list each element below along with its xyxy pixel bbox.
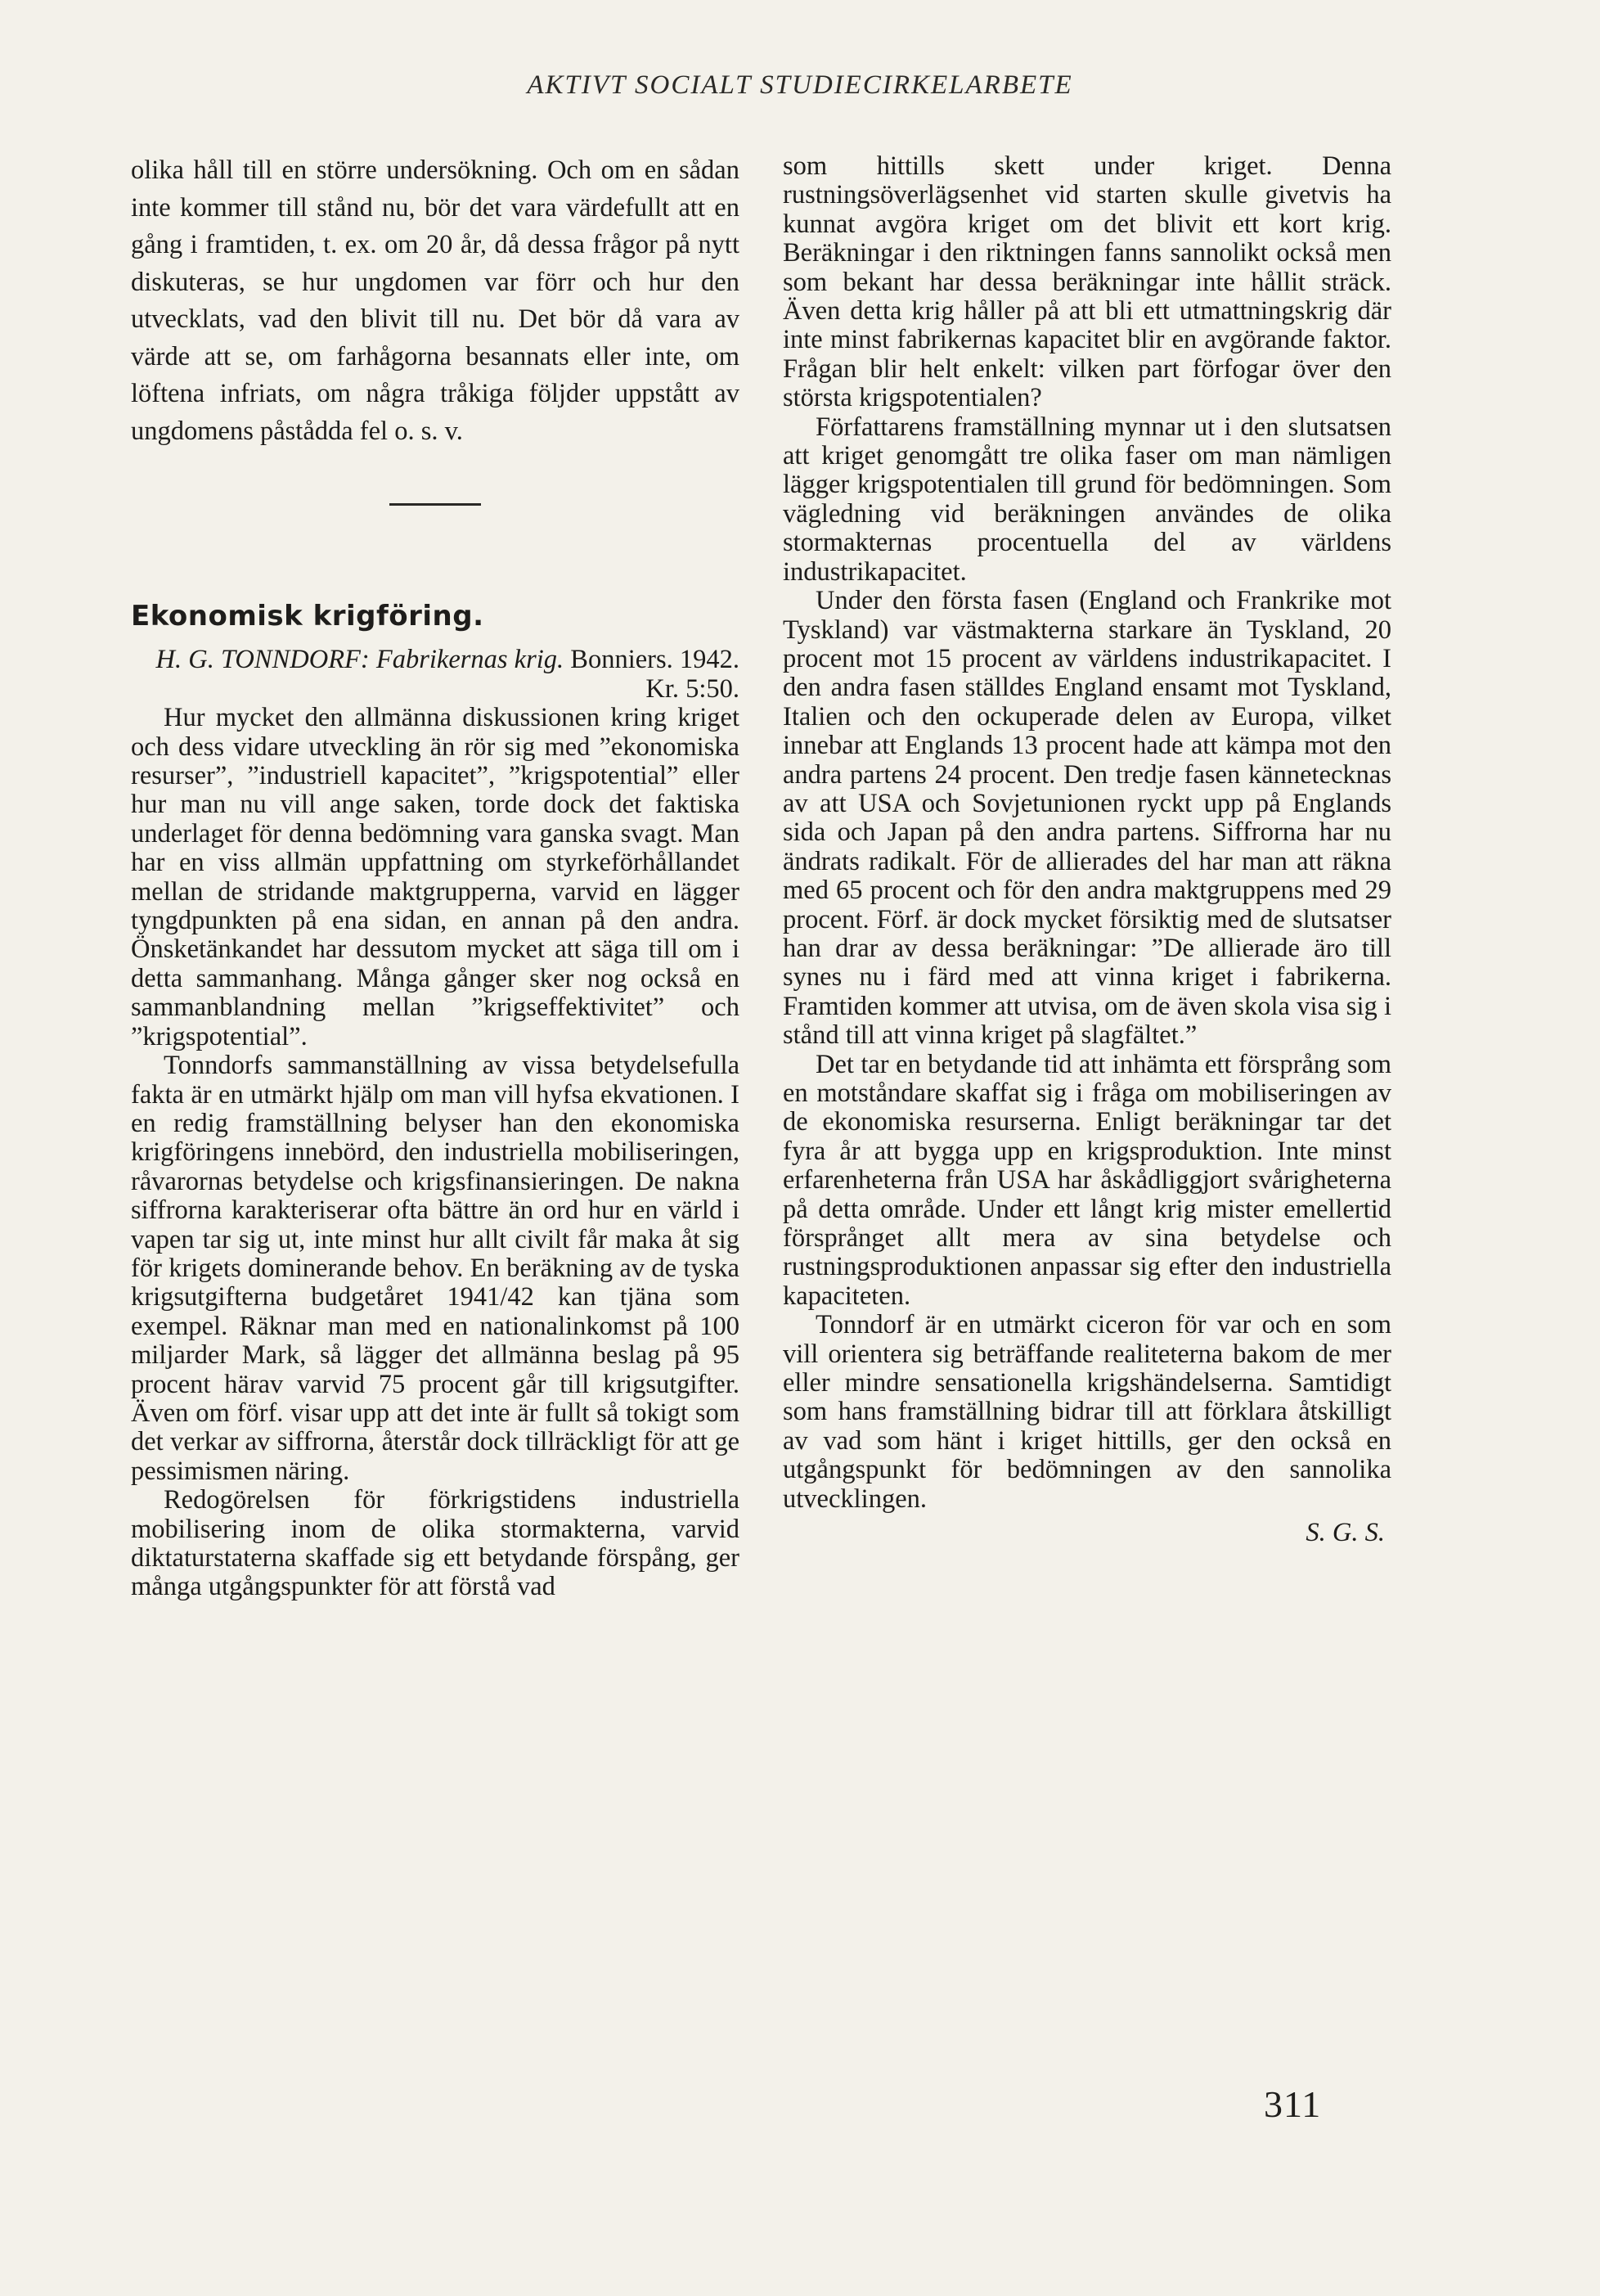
body-paragraph: Redogörelsen för förkrigstidens industriella mobilisering inom de olika stormakterna, varvid diktaturstaterna skaffade sig ett betydande förspång, ger många utgångspunkter för att förstå vad xyxy=(131,1485,739,1602)
body-paragraph: Det tar en betydande tid att inhämta ett försprång som en motståndare skaffat sig i fråga om mobiliseringen av de ekonomiska resurserna. Enligt beräkningar tar det fyra år att bygga upp en krigsproduktion. Inte minst erfarenheterna från USA har åskådliggjort svårigheterna på detta område. Under ett långt krig mister emellertid försprånget allt mera av sina betydelse och rustningsproduktionen anpassar sig efter den industriella kapaciteten. xyxy=(783,1049,1391,1311)
section-heading: Ekonomisk krigföring. xyxy=(131,600,484,633)
body-paragraph: Tonndorfs sammanställning av vissa betydelsefulla fakta är en utmärkt hjälp om man vill hyfsa ekvationen. I en redig framställning belyser han den ekonomiska krigföringens innebörd, den industriella mobiliseringen, råvarornas betydelse och krigsfinansieringen. De nakna siffrorna karakteriserar ofta bättre än ord hur en värld i vapen tar sig ut, inte minst hur allt civilt får maka åt sig för krigets dominerande behov. En beräkning av de tyska krigsutgifterna budgetåret 1941/42 kan tjäna som exempel. Räknar man med en nationalinkomst på 100 miljarder Mark, så lägger det allmänna beslag på 95 procent härav varvid 75 procent går till krigsutgifter. Även om förf. visar upp att det inte är fullt så tokigt som det verkar av siffrorna, återstår dock tillräckligt för att ge pessimismen näring. xyxy=(131,1051,739,1486)
review-author: H. G. TONNDORF: xyxy=(155,645,370,675)
body-paragraph: som hittills skett under kriget. Denna rustningsöverlägsenhet vid starten skulle givetvis ha kunnat avgöra kriget om det blivit ett kort krig. Beräkningar i den riktningen fanns sannolikt också men som bekant har dessa beräkningar inte hållit sträck. Även detta krig håller på att bli ett utmattningskrig där inte minst fabrikernas kapacitet blir en avgörande faktor. Frågan blir helt enkelt: vilken part förfogar över den största krigspotentialen? xyxy=(783,151,1391,413)
review-publisher: Bonniers. 1942. Kr. 5:50. xyxy=(570,645,739,704)
body-paragraph: Tonndorf är en utmärkt ciceron för var och en som vill orientera sig beträffande realiteterna bakom de mer eller mindre sensationella krigshändelserna. Samtidigt som hans framställning bidrar till att förklara åtskilligt av vad som hänt i kriget hittills, ger den också en utgångspunkt för bedömningen av den sannolika utvecklingen. xyxy=(783,1310,1391,1514)
running-head: AKTIVT SOCIALT STUDIECIRKELARBETE xyxy=(527,70,1073,100)
body-paragraph: Författarens framställning mynnar ut i den slutsatsen att kriget genomgått tre olika faser om man nämligen lägger krigspotentialen till grund för bedömningen. Som vägledning vid beräkningen användes de olika stormakternas procentuella del av världens industrikapacitet. xyxy=(783,412,1391,587)
intro-paragraph: olika håll till en större undersökning. Och om en sådan inte kommer till stånd nu, bör det vara värdefullt att en gång i framtiden, t. ex. om 20 år, då dessa frågor på nytt diskuteras, se hur ungdomen var förr och hur den utvecklats, vad den blivit till nu. Det bör då vara av värde att se, om farhågorna besannats eller inte, om löftena infriats, om några tråkiga följder uppstått av ungdomens påstådda fel o. s. v. xyxy=(131,155,739,446)
right-column xyxy=(783,152,1391,1548)
page-number: 311 xyxy=(1264,2083,1322,2125)
section-divider xyxy=(389,503,481,506)
left-column xyxy=(131,152,739,1602)
review-reference xyxy=(131,646,739,704)
review-title: Fabrikernas krig. xyxy=(375,645,564,675)
body-paragraph: Hur mycket den allmänna diskussionen kring kriget och dess vidare utveckling än rör sig med ”ekonomiska resurser”, ”industriell kapacitet”, ”krigspotential” eller hur man nu vill ange saken, torde dock det faktiska underlaget för denna bedömning vara ganska svagt. Man har en viss allmän uppfattning om styrkeförhållandet mellan de stridande maktgrupperna, varvid en lägger tyngdpunkten på ena sidan, en annan på den andra. Önsketänkandet har dessutom mycket att säga till om i detta sammanhang. Många gånger sker nog också en sammanblandning mellan ”krigseffektivitet” och ”krigspotential”. xyxy=(131,703,739,1051)
signature: S. G. S. xyxy=(1306,1518,1385,1548)
body-paragraph: Under den första fasen (England och Frankrike mot Tyskland) var västmakterna starkare än Tyskland, 20 procent mot 15 procent av världens industrikapacitet. I den andra fasen ställdes England ensamt mot Tyskland, Italien och den ockuperade delen av Europa, vilket innebar att Englands 13 procent hade att kämpa mot den andra partens 24 procent. Den tredje fasen kännetecknas av att USA och Sovjetunionen ryckt upp på Englands sida och Japan på den andra partens. Siffrorna har nu ändrats radikalt. För de allierades del har man att räkna med 65 procent och för den andra maktgruppens med 29 procent. Förf. är dock mycket försiktig med de slutsatser han drar av dessa beräkningar: ”De allierade äro till synes nu i färd med att vinna kriget i fabrikerna. Framtiden kommer att utvisa, om de även skola visa sig i stånd till att vinna kriget på slagfältet.” xyxy=(783,586,1391,1051)
